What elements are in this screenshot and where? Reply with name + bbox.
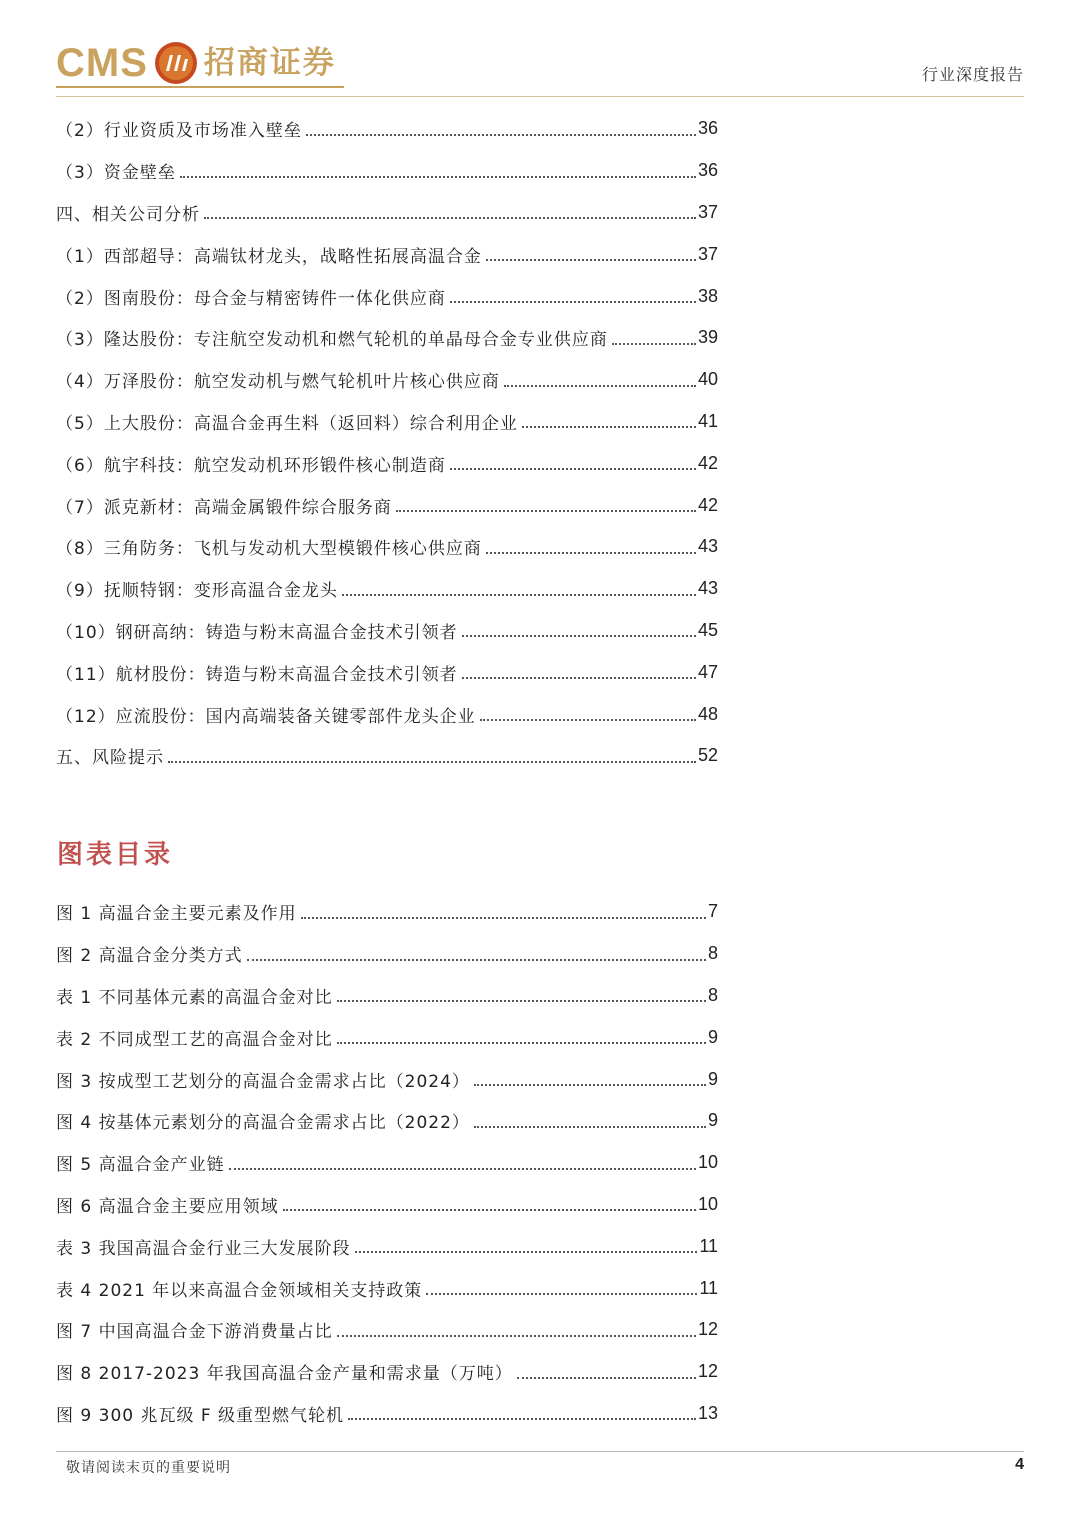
dot-leader xyxy=(301,917,706,919)
figure-entry-title: 表 2 不同成型工艺的高温合金对比 xyxy=(56,1029,333,1050)
dot-leader xyxy=(168,761,696,763)
figure-entry[interactable] xyxy=(56,891,718,933)
logo-underline xyxy=(56,86,344,88)
dot-leader xyxy=(396,510,696,512)
report-type-label: 行业深度报告 xyxy=(921,65,1024,84)
figure-entry-page: 13 xyxy=(697,1402,718,1423)
figure-entry-page: 8 xyxy=(707,984,718,1005)
page-number: 4 xyxy=(1015,1456,1024,1473)
dot-leader xyxy=(462,677,696,679)
figures-index xyxy=(56,891,718,1434)
toc-entry-title: 五、风险提示 xyxy=(56,748,164,769)
toc-entry-page: 37 xyxy=(697,201,718,222)
dot-leader xyxy=(612,343,696,345)
toc-entry-page: 47 xyxy=(697,661,718,682)
toc-entry-title: 四、相关公司分析 xyxy=(56,204,200,225)
dot-leader xyxy=(337,1000,706,1002)
dot-leader xyxy=(204,217,696,219)
toc-entry[interactable] xyxy=(56,442,718,484)
toc-entry-page: 39 xyxy=(697,327,718,348)
figure-entry[interactable] xyxy=(56,1184,718,1226)
toc-entry-page: 52 xyxy=(697,745,718,766)
figure-entry-title: 图 9 300 兆瓦级 F 级重型燃气轮机 xyxy=(56,1405,345,1426)
figure-entry[interactable] xyxy=(56,1142,718,1184)
figure-entry-title: 表 4 2021 年以来高温合金领域相关支持政策 xyxy=(56,1280,423,1301)
toc-entry[interactable] xyxy=(56,108,718,150)
toc-entry[interactable] xyxy=(56,651,718,693)
figure-entry-page: 8 xyxy=(707,943,718,964)
toc-entry-page: 40 xyxy=(697,369,718,390)
dot-leader xyxy=(504,385,696,387)
logo-emblem-icon xyxy=(154,41,198,85)
logo-latin-text: CMS xyxy=(56,41,148,85)
table-of-contents xyxy=(56,108,718,777)
toc-entry-page: 48 xyxy=(697,703,718,724)
toc-entry-title: （7）派克新材：高端金属锻件综合服务商 xyxy=(56,497,392,518)
toc-entry[interactable] xyxy=(56,192,718,234)
company-logo xyxy=(56,38,336,88)
disclaimer-note: 敬请阅读末页的重要说明 xyxy=(66,1460,231,1476)
dot-leader xyxy=(450,301,696,303)
toc-entry-page: 36 xyxy=(697,160,718,181)
dot-leader xyxy=(426,1293,697,1295)
toc-entry[interactable] xyxy=(56,233,718,275)
toc-entry-page: 41 xyxy=(697,410,718,431)
dot-leader xyxy=(283,1209,696,1211)
figure-entry[interactable] xyxy=(56,1351,718,1393)
toc-entry-page: 37 xyxy=(697,243,718,264)
dot-leader xyxy=(337,1335,696,1337)
dot-leader xyxy=(229,1168,696,1170)
figure-entry[interactable] xyxy=(56,1058,718,1100)
toc-entry-page: 43 xyxy=(697,536,718,557)
toc-entry-title: （12）应流股份：国内高端装备关键零部件龙头企业 xyxy=(56,706,476,727)
figure-entry[interactable] xyxy=(56,1267,718,1309)
figure-entry-page: 9 xyxy=(707,1026,718,1047)
toc-entry[interactable] xyxy=(56,526,718,568)
dot-leader xyxy=(342,594,696,596)
dot-leader xyxy=(474,1084,706,1086)
logo-chinese-text: 招商证券 xyxy=(203,45,336,81)
figures-index-heading: 图表目录 xyxy=(57,840,174,870)
dot-leader xyxy=(450,468,696,470)
figure-entry-title: 图 4 按基体元素划分的高温合金需求占比（2022） xyxy=(56,1113,470,1134)
figure-entry-title: 图 6 高温合金主要应用领域 xyxy=(56,1196,279,1217)
figure-entry-page: 11 xyxy=(699,1277,718,1298)
dot-leader xyxy=(517,1377,696,1379)
dot-leader xyxy=(180,176,696,178)
toc-entry-page: 38 xyxy=(697,285,718,306)
figure-entry-page: 12 xyxy=(697,1361,718,1382)
toc-entry[interactable] xyxy=(56,317,718,359)
figure-entry[interactable] xyxy=(56,975,718,1017)
figure-entry-page: 7 xyxy=(707,901,718,922)
toc-entry-page: 43 xyxy=(697,578,718,599)
toc-entry[interactable] xyxy=(56,150,718,192)
toc-entry[interactable] xyxy=(56,484,718,526)
toc-entry-page: 42 xyxy=(697,452,718,473)
dot-leader xyxy=(348,1418,696,1420)
page-header xyxy=(0,0,1080,100)
toc-entry[interactable] xyxy=(56,568,718,610)
dot-leader xyxy=(247,959,706,961)
dot-leader xyxy=(462,635,696,637)
toc-entry-title: （9）抚顺特钢：变形高温合金龙头 xyxy=(56,581,338,602)
dot-leader xyxy=(474,1126,706,1128)
dot-leader xyxy=(522,426,696,428)
figure-entry-title: 图 1 高温合金主要元素及作用 xyxy=(56,904,297,925)
dot-leader xyxy=(337,1042,706,1044)
figure-entry-title: 图 5 高温合金产业链 xyxy=(56,1155,225,1176)
toc-entry[interactable] xyxy=(56,359,718,401)
toc-entry-title: （8）三角防务：飞机与发动机大型模锻件核心供应商 xyxy=(56,539,482,560)
toc-entry-title: （10）钢研高纳：铸造与粉末高温合金技术引领者 xyxy=(56,622,458,643)
dot-leader xyxy=(355,1251,698,1253)
dot-leader xyxy=(486,259,696,261)
figure-entry-title: 图 3 按成型工艺划分的高温合金需求占比（2024） xyxy=(56,1071,470,1092)
dot-leader xyxy=(486,552,696,554)
toc-entry[interactable] xyxy=(56,610,718,652)
toc-entry-title: （4）万泽股份：航空发动机与燃气轮机叶片核心供应商 xyxy=(56,372,500,393)
toc-entry-title: （2）图南股份：母合金与精密铸件一体化供应商 xyxy=(56,288,446,309)
figure-entry-page: 10 xyxy=(697,1193,718,1214)
toc-entry-page: 36 xyxy=(697,118,718,139)
figure-entry-page: 11 xyxy=(699,1235,718,1256)
figure-entry-title: 图 8 2017-2023 年我国高温合金产量和需求量（万吨） xyxy=(56,1364,513,1385)
figure-entry[interactable] xyxy=(56,933,718,975)
toc-entry-page: 42 xyxy=(697,494,718,515)
header-divider xyxy=(56,96,1024,97)
figure-entry-page: 9 xyxy=(707,1068,718,1089)
toc-entry-title: （3）隆达股份：专注航空发动机和燃气轮机的单晶母合金专业供应商 xyxy=(56,330,608,351)
figure-entry[interactable] xyxy=(56,1393,718,1435)
toc-entry[interactable] xyxy=(56,693,718,735)
figure-entry-page: 12 xyxy=(697,1319,718,1340)
figure-entry[interactable] xyxy=(56,1309,718,1351)
toc-entry-page: 45 xyxy=(697,619,718,640)
figure-entry-page: 10 xyxy=(697,1152,718,1173)
figure-entry-page: 9 xyxy=(707,1110,718,1131)
figure-entry-title: 表 3 我国高温合金行业三大发展阶段 xyxy=(56,1238,351,1259)
toc-entry-title: （6）航宇科技：航空发动机环形锻件核心制造商 xyxy=(56,455,446,476)
figure-entry-title: 图 7 中国高温合金下游消费量占比 xyxy=(56,1322,333,1343)
toc-entry[interactable] xyxy=(56,735,718,777)
toc-entry-title: （3）资金壁垒 xyxy=(56,163,176,184)
dot-leader xyxy=(306,134,696,136)
figure-entry-title: 表 1 不同基体元素的高温合金对比 xyxy=(56,987,333,1008)
figure-entry[interactable] xyxy=(56,1100,718,1142)
toc-entry-title: （2）行业资质及市场准入壁垒 xyxy=(56,121,302,142)
toc-entry-title: （5）上大股份：高温合金再生料（返回料）综合利用企业 xyxy=(56,413,518,434)
toc-entry-title: （11）航材股份：铸造与粉末高温合金技术引领者 xyxy=(56,664,458,685)
figure-entry-title: 图 2 高温合金分类方式 xyxy=(56,946,243,967)
dot-leader xyxy=(480,719,696,721)
figure-entry[interactable] xyxy=(56,1016,718,1058)
toc-entry-title: （1）西部超导：高端钛材龙头，战略性拓展高温合金 xyxy=(56,246,482,267)
figure-entry[interactable] xyxy=(56,1225,718,1267)
toc-entry[interactable] xyxy=(56,275,718,317)
toc-entry[interactable] xyxy=(56,401,718,443)
footer-divider xyxy=(56,1451,1024,1452)
